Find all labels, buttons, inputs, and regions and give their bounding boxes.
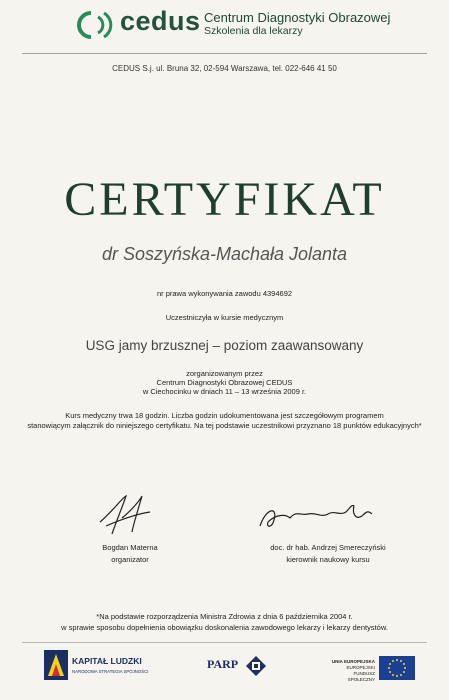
course-name: USG jamy brzusznej – poziom zaawansowany — [85, 338, 364, 353]
address: CEDUS S.j. ul. Bruna 32, 02-594 Warszawa, tel. 022-646 41 50 — [112, 64, 337, 73]
hours-statement — [0, 411, 449, 430]
footer-divider — [22, 642, 427, 643]
eu-line: EUROPEJSKI — [346, 665, 375, 670]
signature-right-icon — [256, 500, 376, 534]
signer-role: organizator — [111, 555, 149, 564]
organizer-block — [0, 369, 449, 396]
hours-line: Kurs medyczny trwa 18 godzin. Liczba godzin udokumentowana jest szczegółowym programem — [65, 411, 384, 420]
signer-name: Bogdan Materna — [102, 543, 158, 552]
recipient-name: dr Soszyńska-Machała Jolanta — [101, 244, 348, 264]
organizer-line: Centrum Diagnostyki Obrazowej CEDUS — [156, 378, 293, 387]
signer-role: kierownik naukowy kursu — [286, 555, 370, 564]
cedus-logo-icon — [74, 8, 116, 42]
organizer-line: w Ciechocinku w dniach 11 – 13 września 2009 r. — [142, 387, 307, 396]
license-number: nr prawa wykonywania zawodu 4394692 — [156, 289, 293, 298]
eu-flag-icon — [379, 656, 415, 680]
footnote-line: *Na podstawie rozporządzenia Ministra Zdrowia z dnia 6 października 2004 r. — [96, 612, 353, 621]
kapital-ludzki-subtitle: NARODOWA STRATEGIA SPÓJNOŚCI — [72, 669, 149, 674]
footnote-line: w sprawie sposobu dopełnienia obowiązku doskonalenia zawodowego lekarzy i lekarzy dentystów. — [61, 623, 388, 632]
parp-logo-icon — [246, 656, 266, 676]
kapital-ludzki-title: KAPITAŁ LUDZKI — [72, 656, 142, 666]
signer-name: doc. dr hab. Andrzej Smereczyński — [270, 543, 386, 552]
parp-wordmark: PARP — [207, 657, 239, 671]
header-divider — [22, 53, 427, 54]
eu-text-block — [327, 659, 375, 683]
signature-left-icon — [92, 492, 156, 538]
brand-wordmark: cedus — [120, 6, 201, 36]
hours-line: stanowiącym załącznik do niniejszego certyfikatu. Na tej podstawie uczestnikowi przyznano 18 punktów edukacyjnych* — [27, 420, 422, 430]
signature-right — [238, 542, 418, 566]
participation-text: Uczestniczyła w kursie medycznym — [165, 313, 284, 322]
kapital-ludzki-logo-icon — [44, 650, 68, 680]
footnote — [0, 611, 449, 633]
signature-left — [60, 542, 200, 566]
org-name: Centrum Diagnostyki Obrazowej — [204, 10, 391, 25]
eu-line: FUNDUSZ SPOŁECZNY — [347, 671, 375, 682]
certificate-title: CERTYFIKAT — [64, 173, 385, 226]
organizer-line: zorganizowanym przez — [186, 369, 263, 378]
org-tagline: Szkolenia dla lekarzy — [204, 25, 303, 37]
eu-line: UNIA EUROPEJSKA — [331, 659, 375, 664]
